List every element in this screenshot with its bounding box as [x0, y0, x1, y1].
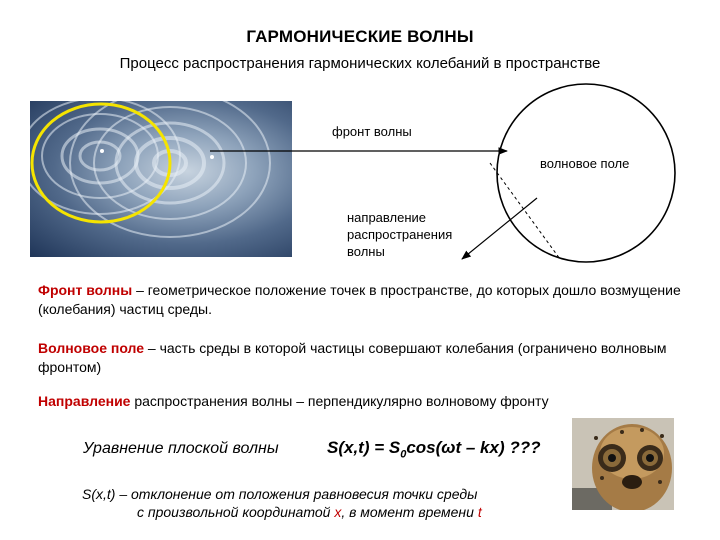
wave-field-circle — [497, 84, 675, 262]
cheetah-photo — [572, 418, 674, 510]
cheetah-illustration — [572, 418, 674, 510]
var-t: t — [477, 504, 482, 520]
direction-label — [347, 209, 452, 260]
direction-label-line: направление — [347, 210, 427, 225]
equation-subscript: 0 — [400, 448, 407, 461]
explanation-text-a: с произвольной координатой — [137, 504, 335, 520]
direction-definition — [38, 392, 688, 411]
equation-rhs: cos(ωt – kx) ??? — [406, 438, 541, 457]
direction-term: Направление — [38, 393, 131, 409]
direction-label-line: распространения — [347, 227, 453, 242]
equation-label: Уравнение плоской волны — [83, 440, 279, 457]
direction-label-line: волны — [347, 244, 385, 259]
front-text: – геометрическое положение точек в пространстве, до которых дошло возмущение (колебания) частиц среды. — [38, 282, 681, 317]
field-term: Волновое поле — [38, 340, 145, 356]
var-x: x — [334, 504, 342, 520]
front-definition — [38, 281, 688, 319]
front-label: фронт волны — [332, 124, 412, 139]
field-text: – часть среды в которой частицы совершают колебания (ограничено волновым фронтом) — [38, 340, 667, 375]
field-definition — [38, 339, 688, 377]
explanation-line-2 — [137, 504, 482, 520]
direction-arrow — [462, 198, 537, 259]
slide-title: ГАРМОНИЧЕСКИЕ ВОЛНЫ — [246, 27, 474, 46]
slide-subtitle: Процесс распространения гармонических колебаний в пространстве — [119, 55, 601, 72]
explanation-text-b: , в момент времени — [341, 504, 478, 520]
wavefront-ellipse — [32, 104, 170, 222]
field-label: волновое поле — [540, 156, 630, 171]
explanation-line-1: S(x,t) – отклонение от положения равновесия точки среды — [82, 486, 478, 502]
wave-equation — [327, 438, 541, 460]
normal-dashed-line — [490, 163, 560, 259]
direction-text: распространения волны – перпендикулярно волновому фронту — [130, 393, 549, 409]
front-term: Фронт волны — [38, 282, 133, 298]
equation-lhs: S(x,t) = S — [327, 438, 401, 457]
